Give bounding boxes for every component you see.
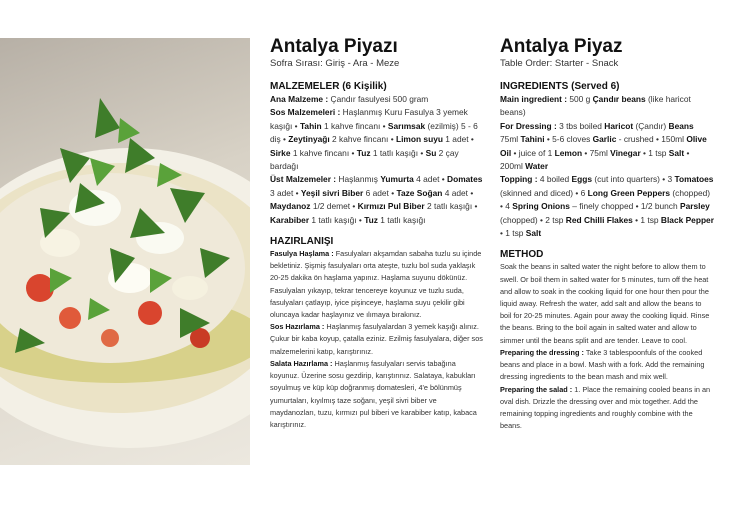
method-intro-en: Soak the beans in salted water the night before to allow them to swell. Or boil them in salted water for 5 minutes, turn off the heat and allow to soak in the cooking liquid for one hour then pour the liquid away. Refresh the water, add salt and allow the beans to boil for 20-25 minutes. Again pour away the cooking liquid. Rinse the beans. Bring to the boil again in salted water and allow to simmer until the beans split and are tender. Leave to cool. — [500, 262, 710, 345]
main-ingredient-label-en: Main ingredient : — [500, 94, 567, 104]
dressing-text-en: 3 tbs boiled Haricot (Çandır) Beans 75ml Tahini • 5-6 cloves Garlic - crushed • 150ml Olive Oil • juice of 1 Lemon • 75ml Vinegar • 1 tsp Salt • 200ml Water — [500, 120, 707, 172]
sauce-text-tr: Haşlanmış Kuru Fasulya 3 yemek kaşığı • Tahin 1 kahve fincanı • Sarımsak (ezilmiş) 5 - 6 diş • Zeytinyağı 2 kahve fincanı • Limon suyu 1 adet • Sirke 1 kahve fincanı • Tuz 1 tatlı kaşığı • Su 2 çay bardağı — [270, 107, 478, 172]
salad-step-label-tr: Salata Hazırlama : — [270, 358, 333, 368]
sauce-step-text-tr: Haşlanmış fasulyalardan 3 yemek kaşığı alınız. Çukur bir kaba koyup, çatalla eziniz. Ezilmiş fasulyalara, diğer sos malzemelerini katıp, karıştırınız. — [270, 322, 483, 356]
dish-illustration — [0, 38, 250, 465]
topping-ingredients-en — [500, 173, 714, 240]
sauce-step-label-tr: Sos Hazırlama : — [270, 322, 325, 332]
recipe-title-tr: Antalya Piyazı — [270, 36, 398, 57]
method-step-salad-tr — [270, 358, 484, 431]
ingredients-heading-tr: MALZEMELER (6 Kişilik) — [270, 81, 387, 92]
method-step-boil-tr — [270, 248, 484, 321]
dressing-step-text-en: Take 3 tablespoonfuls of the cooked beans and place in a bowl. Mash with a fork. Add the remaining dressing ingredients to the bean mash and mix well. — [500, 347, 705, 382]
main-ingredient-tr — [270, 93, 484, 106]
method-step-dressing-en — [500, 347, 714, 384]
dressing-ingredients-en — [500, 120, 714, 174]
main-ingredient-en — [500, 93, 714, 120]
method-step-salad-en — [500, 384, 714, 433]
recipe-title-en: Antalya Piyaz — [500, 36, 623, 57]
boil-text-tr: Fasulyaları akşamdan sabaha tuzlu su içinde bekletiniz. Şişmiş fasulyaları orta ateşte, tuzlu bol suda yaklaşık 20-25 dakika ön haşlama yapınız. Haşlama suyunu dökünüz. Fasulyaları yıkayıp, tekrar tencereye koyunuz ve tuzlu suda, fasulyaları çatlayıp, iyice pişinceye, haşlama suyu çekilir gibi oluncaya kadar haşlayınız ve ılımaya bırakınız. — [270, 249, 482, 320]
english-recipe-column — [500, 36, 714, 432]
topping-ingredients-tr — [270, 173, 484, 227]
topping-text-en: 4 boiled Eggs (cut into quarters) • 3 Tomatoes (skinned and diced) • 6 Long Green Peppers (chopped) • 4 Spring Onions – finely chopped • 1/2 bunch Parsley (chopped) • 2 tsp Red Chilli Flakes • 1 tsp Black Pepper • 1 tsp Salt — [500, 174, 714, 239]
dish-photo — [0, 38, 250, 465]
dressing-label-en: For Dressing : — [500, 120, 557, 131]
method-heading-en: METHOD — [500, 249, 544, 261]
topping-text-tr: Haşlanmış Yumurta 4 adet • Domates 3 adet • Yeşil sivri Biber 6 adet • Taze Soğan 4 adet • Maydanoz 1/2 demet • Kırmızı Pul Biber 2 tatlı kaşığı • Karabiber 1 tatlı kaşığı • Tuz 1 tatlı kaşığı — [270, 174, 483, 225]
main-ingredient-text-tr: Çandır fasulyesi 500 gram — [328, 94, 429, 104]
method-step-sauce-tr — [270, 321, 484, 358]
topping-label-tr: Üst Malzemeler : — [270, 174, 337, 185]
turkish-recipe-column — [270, 36, 484, 431]
boil-label-tr: Fasulya Haşlama : — [270, 249, 334, 259]
ingredients-heading-en: INGREDIENTS (Served 6) — [500, 81, 620, 92]
method-heading-tr: HAZIRLANIŞI — [270, 236, 334, 248]
table-order-tr: Sofra Sırası: Giriş - Ara - Meze — [270, 58, 400, 69]
table-order-en: Table Order: Starter - Snack — [500, 58, 619, 69]
main-ingredient-label-tr: Ana Malzeme : — [270, 94, 329, 104]
salad-step-label-en: Preparing the salad : — [500, 384, 573, 394]
salad-step-text-en: 1. Place the remaining cooled beans in an oval dish. Drizzle the dressing over and mix together. Add the remaining topping ingredients and roughly combine with the beans. — [500, 384, 711, 431]
sauce-label-tr: Sos Malzemeleri : — [270, 107, 341, 118]
main-ingredient-text-en: 500 g Çandır beans (like haricot beans) — [500, 94, 691, 118]
salad-step-text-tr: Haşlanmış fasulyaları servis tabağına koyunuz. Üzerine sosu gezdirip, karıştırınız. Salataya, kabukları soyulmuş ve küp küp doğranmış domatesleri, 4'e bölünmüş yumurtaları, kıyılmış taze soğanı, yeşil sivri biber ve maydanozları, tuzu, kırmızı pul biberi ve karabiber katıp, kabaca karıştırınız. — [270, 358, 477, 429]
sauce-ingredients-tr — [270, 106, 484, 173]
dressing-step-label-en: Preparing the dressing : — [500, 347, 584, 357]
topping-label-en: Topping : — [500, 174, 538, 185]
